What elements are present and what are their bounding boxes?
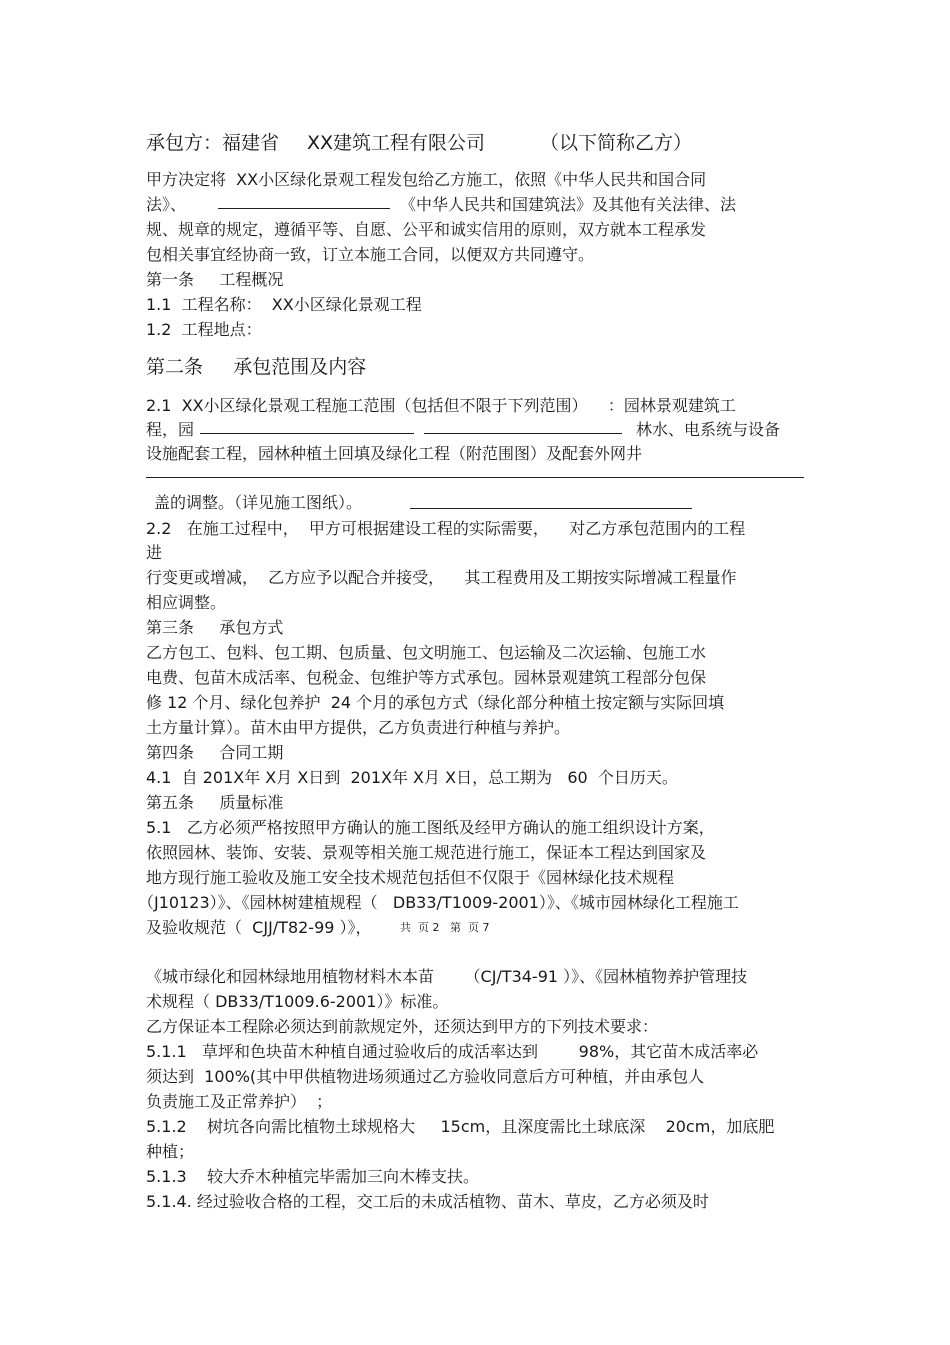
article-2-line-4: 盖的调整。（详见施工图纸）。 [154,493,363,512]
article-5-line-1: 5.1 乙方必须严格按照甲方确认的施工图纸及经甲方确认的施工组织设计方案， [146,818,715,837]
article-2-line-7: 行变更或增减， 乙方应予以配合并接受， 其工程费用及工期按实际增减工程量作 [146,568,737,587]
contractor-alias: （以下简称乙方） [540,132,693,154]
article-5-line-14: 5.1.3 较大乔木种植完毕需加三向木棒支扶。 [146,1167,480,1186]
scope-tail-rule [410,508,692,509]
intro-line-1: 甲方决定将 XX小区绿化景观工程发包给乙方施工，依照《中华人民共和国合同 [146,170,707,189]
article-5-line-8: 乙方保证本工程除必须达到前款规定外，还须达到甲方的下列技术要求： [146,1017,659,1036]
intro-line-2a: 法》、 [146,195,187,214]
article-3-line-1: 乙方包工、包料、包工期、包质量、包文明施工、包运输及二次运输、包施工水 [146,643,707,662]
article-2-line-2b: 林水、电系统与设备 [636,420,781,439]
contractor-label: 承包方：福建省 [146,132,280,154]
article-5-line-2: 依照园林、装饰、安装、景观等相关施工规范进行施工，保证本工程达到国家及 [146,843,707,862]
article-3-title: 第三条 承包方式 [146,618,284,637]
contractor-company: XX建筑工程有限公司 [307,132,486,154]
scope-blank-rule-1 [200,433,414,434]
article-2-line-3: 设施配套工程，园林种植土回填及绿化工程（附范围图）及配套外网井 [146,444,643,463]
article-2-line-8: 相应调整。 [146,593,227,612]
article-5-line-4: （J10123）》、《园林树建植规程（ DB33/T1009-2001）》、《城市园林绿化工程施工 [138,893,739,912]
article-5-line-13: 种植； [146,1142,195,1161]
article-5-line-6: 《城市绿化和园林绿地用植物材料木本苗 （CJ/T34-91 ）》、《园林植物养护管理技 [146,967,748,986]
article-2-line-1: 2.1 XX小区绿化景观工程施工范围（包括但不限于下列范围） ：园林景观建筑工 [146,396,736,415]
intro-line-4: 包相关事宜经协商一致，订立本施工合同，以便双方共同遵守。 [146,245,595,264]
article-2-line-6: 进 [146,543,163,562]
intro-line-3: 规、规章的规定，遵循平等、自愿、公平和诚实信用的原则，双方就本工程承发 [146,220,707,239]
article-1-item-1: 1.1 工程名称： XX小区绿化景观工程 [146,295,422,314]
article-2-line-2a: 程，园 [146,420,195,439]
intro-blank-rule [218,208,390,209]
article-5-title: 第五条 质量标准 [146,793,284,812]
article-3-line-3: 修 12 个月、绿化包养护 24 个月的承包方式（绿化部分种植土按定额与实际回填 [146,693,725,712]
article-2-title: 第二条 承包范围及内容 [146,356,367,378]
article-5-line-12: 5.1.2 树坑各向需比植物土球规格大 15cm，且深度需比土球底深 20cm，加底肥 [146,1117,775,1136]
article-5-line-3: 地方现行施工验收及施工安全技术规范包括但不仅限于《园林绿化技术规程 [146,868,675,887]
article-3-line-2: 电费、包苗木成活率、包税金、包维护等方式承包。园林景观建筑工程部分包保 [146,668,707,687]
article-5-line-15: 5.1.4. 经过验收合格的工程，交工后的未成活植物、苗木、草皮，乙方必须及时 [146,1192,709,1211]
article-1-title: 第一条 工程概况 [146,270,284,289]
article-4-title: 第四条 合同工期 [146,743,284,762]
article-3-line-4: 土方量计算）。苗木由甲方提供，乙方负责进行种植与养护。 [146,718,571,737]
intro-line-2b: 《中华人民共和国建筑法》及其他有关法律、法 [400,195,737,214]
article-1-item-2: 1.2 工程地点： [146,320,262,339]
article-5-line-7: 术规程（ DB33/T1009.6-2001）》标准。 [146,992,449,1011]
article-5-line-5: 及验收规范（ CJJ/T82-99 ）》， [146,918,372,937]
article-4-line-1: 4.1 自 201X年 X月 X日到 201X年 X月 X日，总工期为 60 个日历天。 [146,768,678,787]
scope-full-rule [146,477,804,478]
page-number-note: 共 页 2 第 页 7 [400,921,490,934]
article-5-line-11: 负责施工及正常养护） ； [146,1092,333,1111]
article-2-line-5: 2.2 在施工过程中， 甲方可根据建设工程的实际需要， 对乙方承包范围内的工程 [146,519,746,538]
scope-blank-rule-2 [424,433,622,434]
article-5-line-10: 须达到 100%(其中甲供植物进场须通过乙方验收同意后方可种植，并由承包人 [146,1067,705,1086]
article-5-line-9: 5.1.1 草坪和色块苗木种植自通过验收后的成活率达到 98%，其它苗木成活率必 [146,1042,759,1061]
